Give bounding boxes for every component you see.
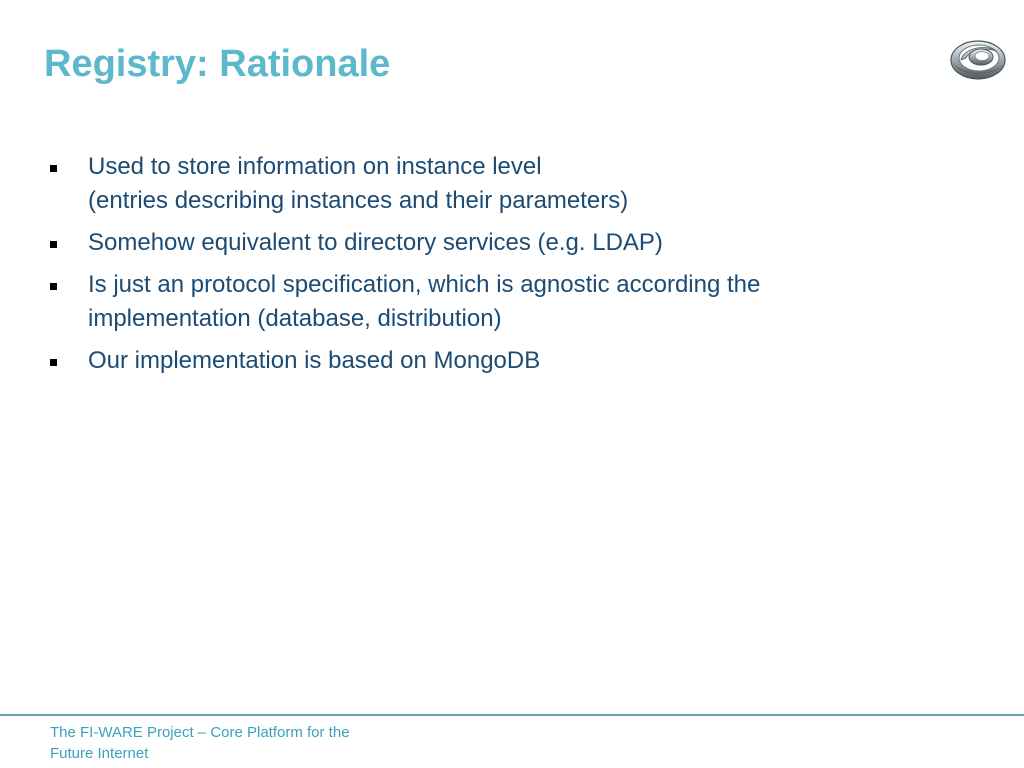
bullet-text-line: implementation (database, distribution) (88, 305, 502, 332)
bullet-item (48, 268, 948, 336)
footer-project-name (50, 722, 430, 764)
footer-divider (0, 714, 1024, 716)
bullet-text-line: Used to store information on instance level (88, 153, 542, 180)
bullet-text-line: Is just an protocol specification, which is agnostic according the (88, 271, 761, 298)
fi-ware-logo-icon (948, 34, 1008, 84)
bullet-item (48, 150, 948, 218)
square-bullet-icon (50, 165, 57, 172)
footer-text-line: The FI-WARE Project – Core Platform for the (50, 724, 350, 741)
square-bullet-icon (50, 241, 57, 248)
square-bullet-icon (50, 359, 57, 366)
bullet-text-line: (entries describing instances and their parameters) (88, 187, 629, 214)
square-bullet-icon (50, 283, 57, 290)
bullet-item (48, 226, 948, 260)
footer-text-line: Future Internet (50, 745, 149, 762)
bullet-text-line: Somehow equivalent to directory services (e.g. LDAP) (88, 229, 663, 256)
bullet-list (48, 150, 948, 386)
logo-swirl-graphic (948, 34, 1008, 84)
slide-title: Registry: Rationale (44, 43, 391, 85)
bullet-text-line: Our implementation is based on MongoDB (88, 347, 541, 374)
bullet-item (48, 344, 948, 378)
